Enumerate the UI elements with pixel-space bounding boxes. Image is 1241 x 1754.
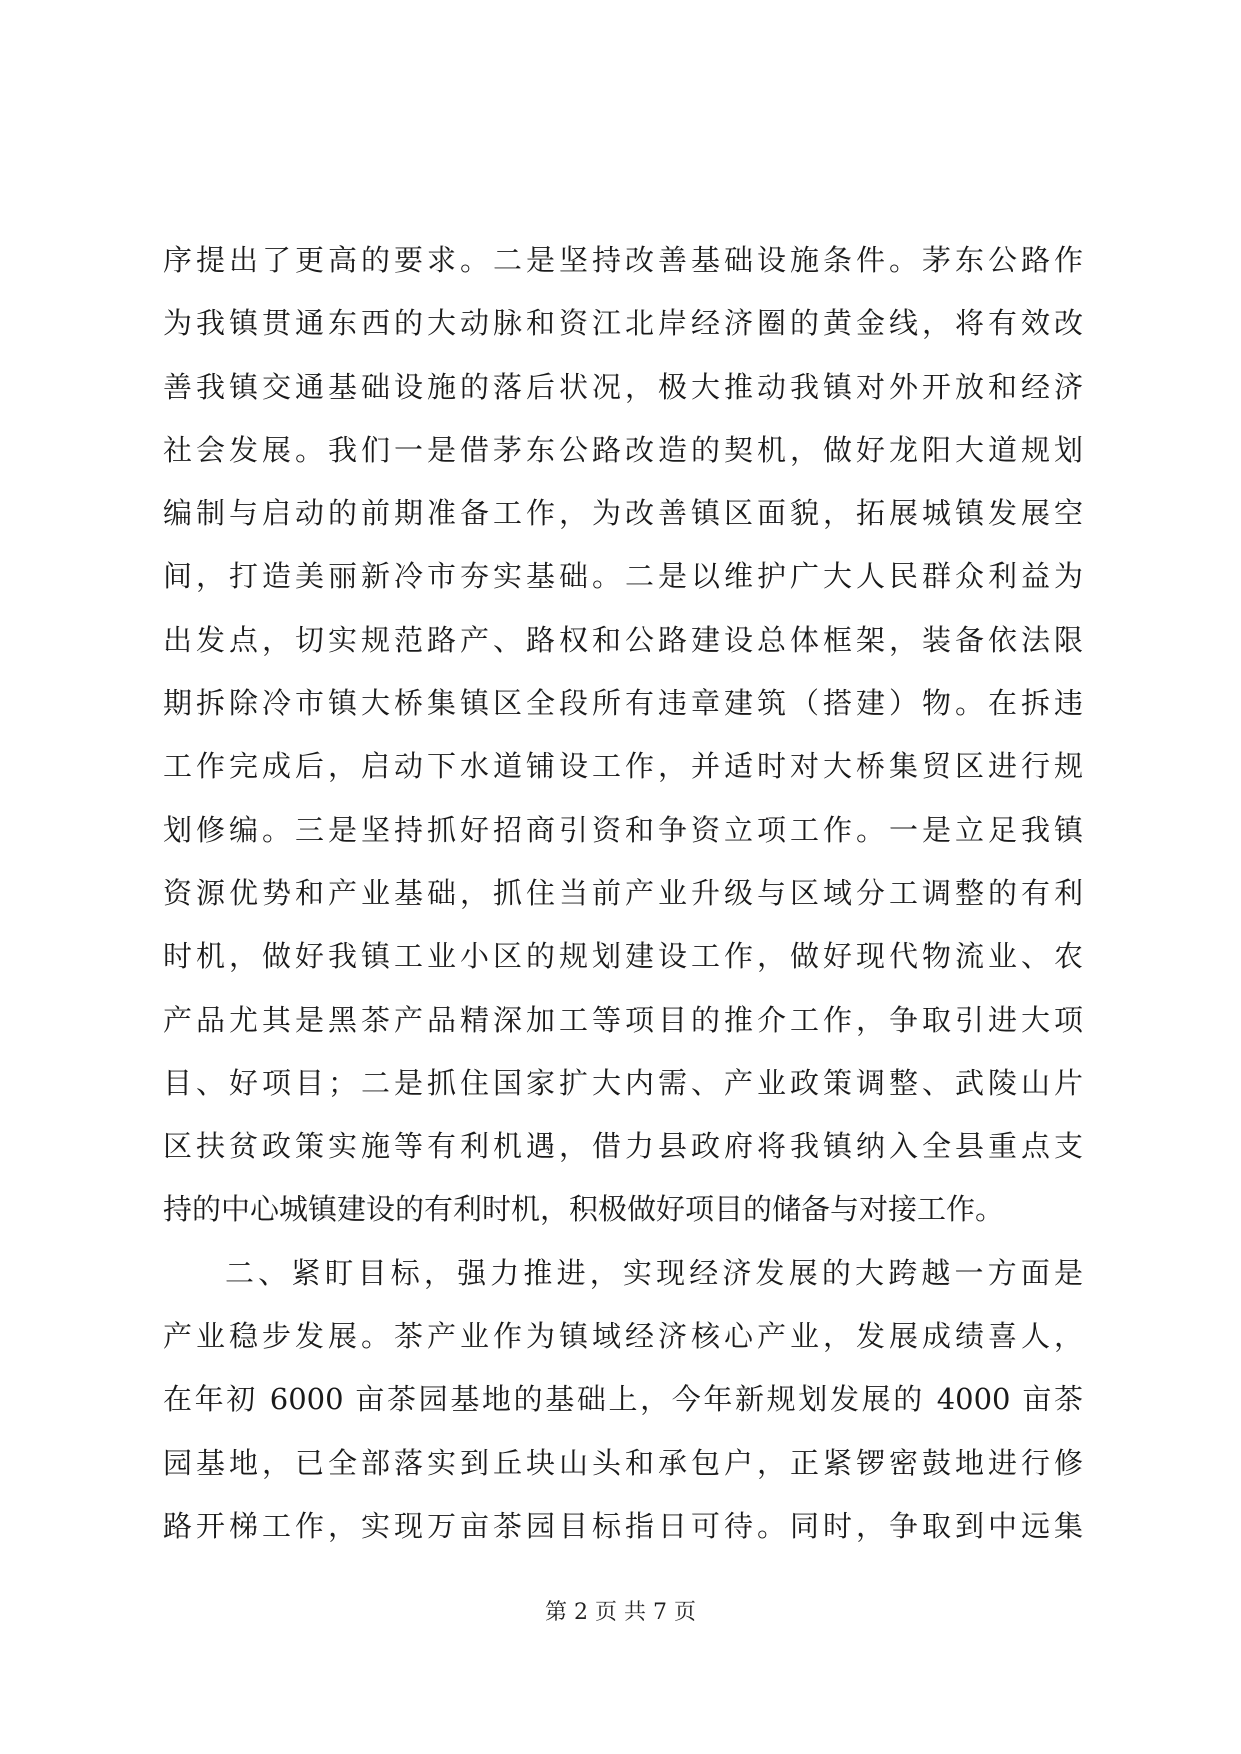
text-line: 社会发展。我们一是借茅东公路改造的契机，做好龙阳大道规划 xyxy=(163,432,1083,467)
text-line: 目、好项目；二是抓住国家扩大内需、产业政策调整、武陵山片 xyxy=(163,1065,1083,1100)
text-line: 时机，做好我镇工业小区的规划建设工作，做好现代物流业、农 xyxy=(163,939,1083,974)
text-line: 在年初 6000 亩茶园基地的基础上，今年新规划发展的 4000 亩茶 xyxy=(163,1382,1083,1417)
text-line: 编制与启动的前期准备工作，为改善镇区面貌，拓展城镇发展空 xyxy=(163,496,1083,531)
text-line: 工作完成后，启动下水道铺设工作，并适时对大桥集贸区进行规 xyxy=(163,749,1083,784)
text-line: 出发点，切实规范路产、路权和公路建设总体框架，装备依法限 xyxy=(163,622,1083,657)
text-line: 区扶贫政策实施等有利机遇，借力县政府将我镇纳入全县重点支 xyxy=(163,1129,1083,1164)
text-line: 序提出了更高的要求。二是坚持改善基础设施条件。茅东公路作 xyxy=(163,243,1083,277)
text-line: 善我镇交通基础设施的落后状况，极大推动我镇对外开放和经济 xyxy=(163,369,1083,404)
page-number-footer: 第 2 页 共 7 页 xyxy=(545,1600,696,1625)
text-line: 产品尤其是黑茶产品精深加工等项目的推介工作，争取引进大项 xyxy=(163,1002,1083,1037)
text-line: 期拆除冷市镇大桥集镇区全段所有违章建筑（搭建）物。在拆违 xyxy=(163,686,1083,721)
text-line: 园基地，已全部落实到丘块山头和承包户，正紧锣密鼓地进行修 xyxy=(163,1445,1083,1480)
text-line: 产业稳步发展。茶产业作为镇域经济核心产业，发展成绩喜人， xyxy=(163,1319,1083,1354)
text-line: 资源优势和产业基础，抓住当前产业升级与区域分工调整的有利 xyxy=(163,875,1083,910)
text-line: 间，打造美丽新冷市夯实基础。二是以维护广大人民群众利益为 xyxy=(163,559,1083,594)
body-text xyxy=(163,229,1083,1558)
text-line: 持的中心城镇建设的有利时机，积极做好项目的储备与对接工作。 xyxy=(163,1192,1005,1227)
section-heading-line: 二、紧盯目标，强力推进，实现经济发展的大跨越一方面是 xyxy=(225,1255,1083,1290)
text-line: 划修编。三是坚持抓好招商引资和争资立项工作。一是立足我镇 xyxy=(163,812,1083,847)
text-line: 路开梯工作，实现万亩茶园目标指日可待。同时，争取到中远集 xyxy=(163,1508,1083,1543)
text-line: 为我镇贯通东西的大动脉和资江北岸经济圈的黄金线，将有效改 xyxy=(163,306,1083,341)
